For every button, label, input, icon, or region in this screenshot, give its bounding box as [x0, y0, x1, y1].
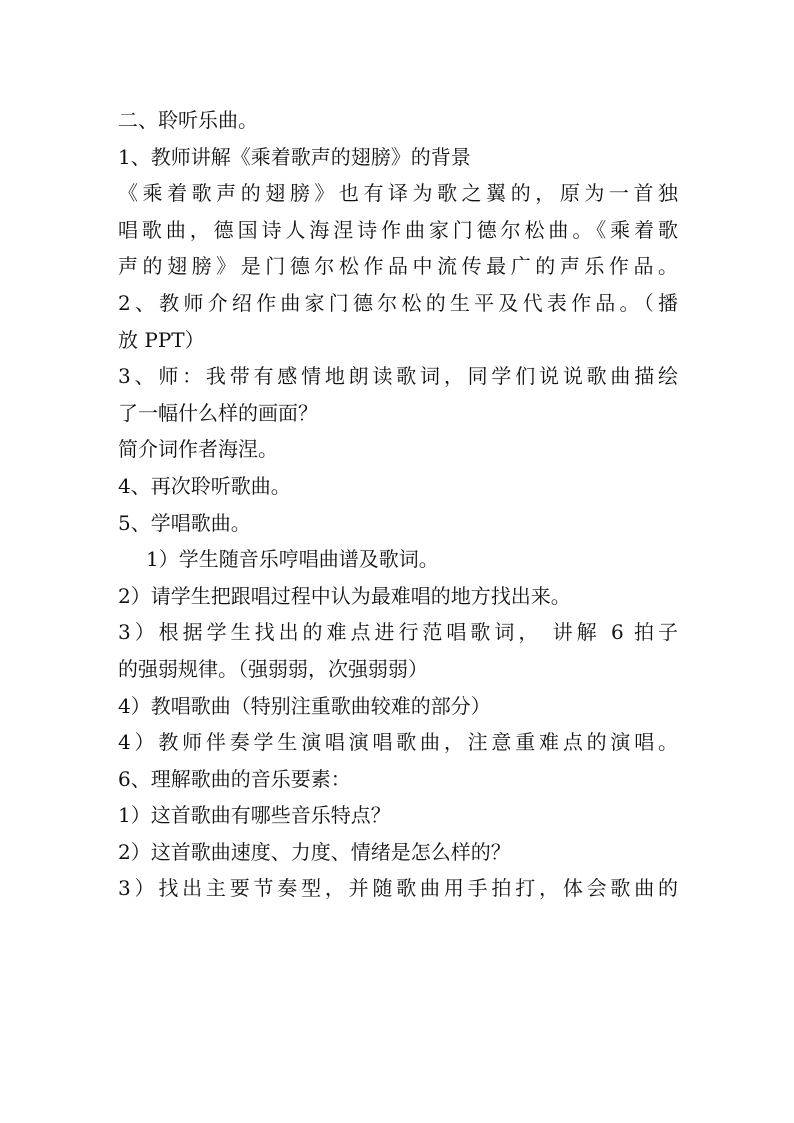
list-item: 1）学生随音乐哼唱曲谱及歌词。: [146, 547, 439, 572]
document-body: [118, 102, 678, 907]
list-item: 2）请学生把跟唱过程中认为最难唱的地方找出来。: [118, 583, 571, 608]
list-item: 3）找出主要节奏型，并随歌曲用手拍打，体会歌曲的: [118, 876, 678, 901]
list-item: 1）这首歌曲有哪些音乐特点？: [118, 803, 391, 828]
paragraph-line: 的强弱规律。（强弱弱，次强弱弱）: [118, 656, 428, 681]
paragraph-line: 3、师：我带有感情地朗读歌词，同学们说说歌曲描绘: [118, 364, 678, 389]
list-item: 3）根据学生找出的难点进行范唱歌词， 讲解 6 拍子: [118, 620, 678, 645]
list-item: 2）这首歌曲速度、力度、情绪是怎么样的？: [118, 839, 511, 864]
paragraph-line: 2、教师介绍作曲家门德尔松的生平及代表作品。（播: [118, 290, 678, 315]
paragraph-line: 1、教师讲解《乘着歌声的翅膀》的背景: [118, 144, 471, 169]
list-item: 4）教师伴奏学生演唱演唱歌曲，注意重难点的演唱。: [118, 730, 678, 755]
paragraph-line: 声的翅膀》是门德尔松作品中流传最广的声乐作品。: [118, 254, 678, 279]
paragraph-line: 了一幅什么样的画面？: [118, 400, 318, 425]
paragraph-line: 放 PPT）: [118, 327, 205, 352]
paragraph-line: 唱歌曲，德国诗人海涅诗作曲家门德尔松曲。《乘着歌: [118, 217, 678, 242]
list-item: 4）教唱歌曲（特别注重歌曲较难的部分）: [118, 693, 491, 718]
paragraph-line: 6、理解歌曲的音乐要素：: [118, 766, 351, 791]
paragraph-line: 《乘着歌声的翅膀》也有译为歌之翼的，原为一首独: [118, 181, 678, 206]
paragraph-line: 4、再次聆听歌曲。: [118, 473, 291, 498]
paragraph-line: 5、学唱歌曲。: [118, 510, 251, 535]
section-heading: 二、聆听乐曲。: [118, 108, 258, 132]
paragraph-line: 简介词作者海涅。: [118, 437, 278, 462]
